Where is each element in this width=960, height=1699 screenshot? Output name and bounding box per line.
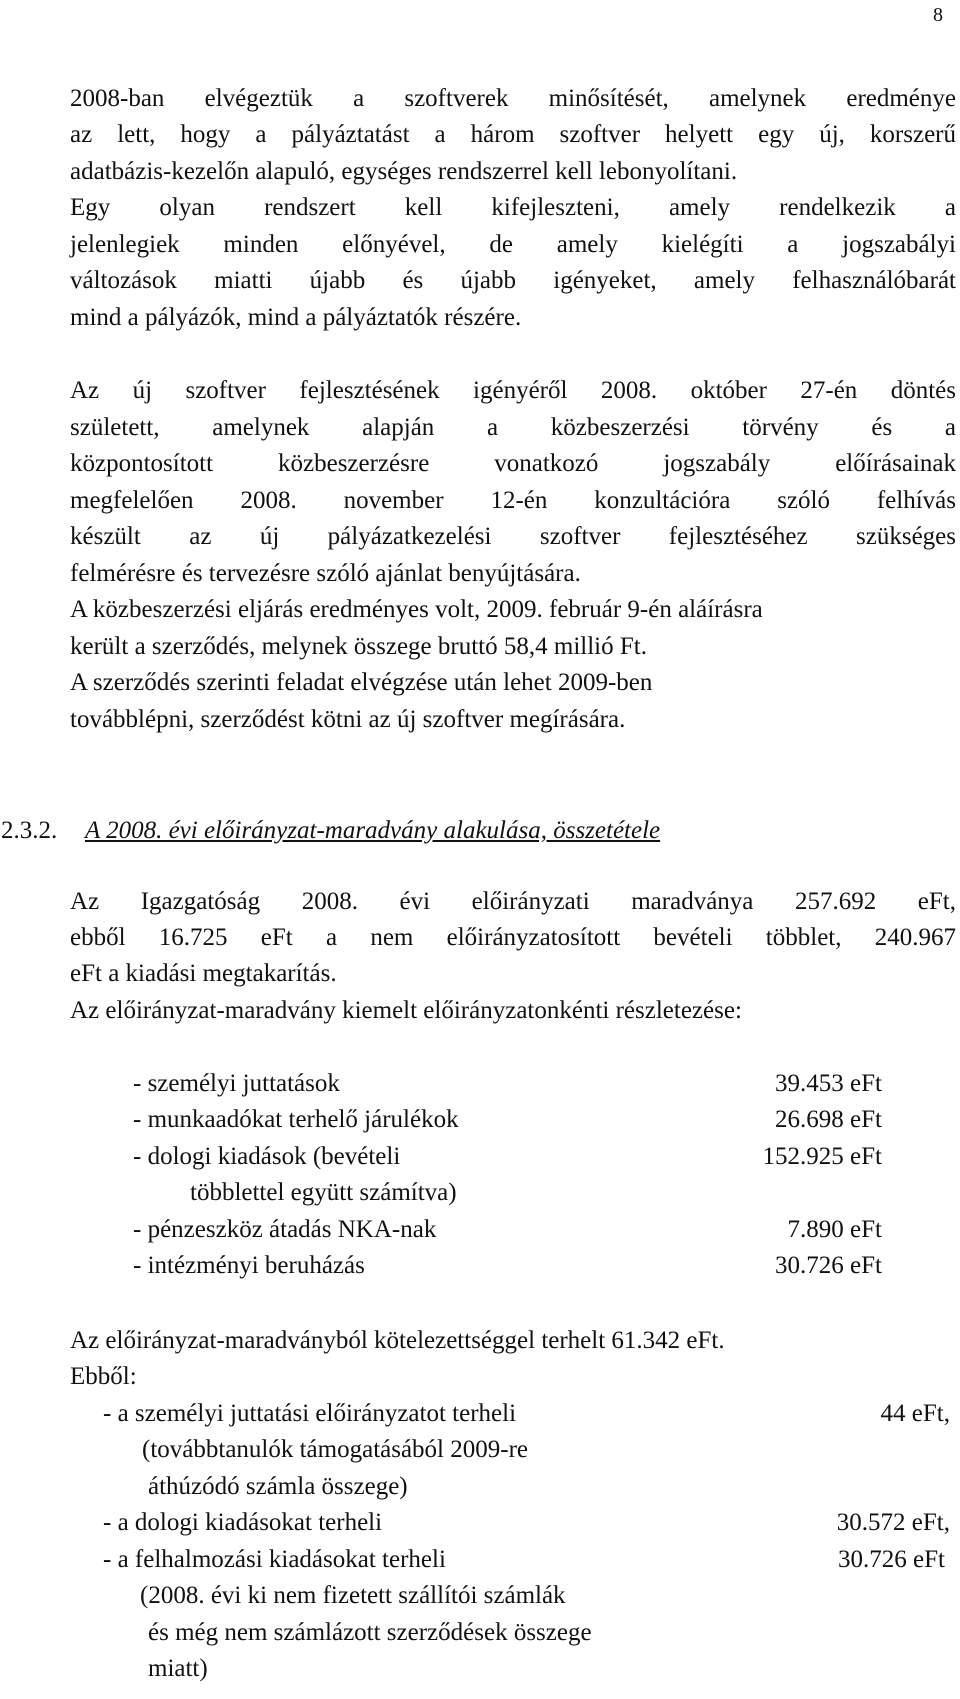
- breakdown-amount: 26.698 eFt: [775, 1106, 882, 1133]
- breakdown-label: - személyi juttatások: [133, 1070, 340, 1097]
- paragraph-line: mind a pályázók, mind a pályáztatók részére.: [70, 304, 522, 331]
- page-number: 8: [933, 4, 943, 26]
- obligation-label: - a felhalmozási kiadásokat terheli: [103, 1546, 446, 1573]
- obligation-label: áthúzódó számla összege): [148, 1473, 408, 1500]
- paragraph-line: ebből 16.725 eFt a nem előirányzatosított bevételi többlet, 240.967: [70, 924, 956, 951]
- section-heading: [1, 817, 660, 845]
- obligation-amount: 30.572 eFt,: [836, 1509, 950, 1536]
- breakdown-label: - dologi kiadások (bevételi: [133, 1143, 401, 1170]
- obligation-label: és még nem számlázott szerződések összege: [148, 1619, 592, 1646]
- breakdown-amount: 152.925 eFt: [762, 1143, 882, 1170]
- paragraph-line: Az új szoftver fejlesztésének igényéről 2008. október 27-én döntés: [70, 377, 956, 404]
- obligation-label: (2008. évi ki nem fizetett szállítói számlák: [140, 1582, 566, 1609]
- paragraph-line: Az előirányzat-maradvány kiemelt előirányzatonkénti részletezése:: [70, 997, 742, 1024]
- paragraph-line: megfelelően 2008. november 12-én konzultációra szóló felhívás: [70, 487, 956, 514]
- paragraph-line: jelenlegiek minden előnyével, de amely kielégíti a jogszabályi: [70, 231, 956, 258]
- paragraph-line: Az előirányzat-maradványból kötelezettséggel terhelt 61.342 eFt.: [70, 1327, 725, 1354]
- paragraph-line: A szerződés szerinti feladat elvégzése után lehet 2009-ben: [70, 669, 653, 696]
- paragraph-line: került a szerződés, melynek összege bruttó 58,4 millió Ft.: [70, 633, 647, 660]
- breakdown-label: többlettel együtt számítva): [190, 1179, 457, 1206]
- paragraph-line: adatbázis-kezelőn alapuló, egységes rendszerrel kell lebonyolítani.: [70, 158, 738, 185]
- breakdown-amount: 30.726 eFt: [775, 1252, 882, 1279]
- obligation-label: miatt): [148, 1655, 208, 1682]
- paragraph-line: 2008-ban elvégeztük a szoftverek minősítését, amelynek eredménye: [70, 85, 956, 112]
- paragraph-line: továbblépni, szerződést kötni az új szoftver megírására.: [70, 706, 626, 733]
- paragraph-line: felmérésre és tervezésre szóló ajánlat benyújtására.: [70, 560, 581, 587]
- obligation-amount: 30.726 eFt: [838, 1546, 945, 1573]
- section-title: A 2008. évi előirányzat-maradvány alakulása, összetétele: [85, 817, 661, 844]
- paragraph-line: központosított közbeszerzésre vonatkozó jogszabály előírásainak: [70, 450, 956, 477]
- breakdown-label: - intézményi beruházás: [133, 1252, 365, 1279]
- paragraph-line: változások miatti újabb és újabb igényeket, amely felhasználóbarát: [70, 267, 956, 294]
- breakdown-amount: 7.890 eFt: [787, 1216, 882, 1243]
- obligation-amount: 44 eFt,: [880, 1400, 950, 1427]
- breakdown-label: - pénzeszköz átadás NKA-nak: [133, 1216, 437, 1243]
- paragraph-line: készült az új pályázatkezelési szoftver fejlesztéséhez szükséges: [70, 523, 956, 550]
- obligation-label: - a dologi kiadásokat terheli: [103, 1509, 383, 1536]
- paragraph-line: Egy olyan rendszert kell kifejleszteni, amely rendelkezik a: [70, 194, 956, 221]
- paragraph-line: az lett, hogy a pályáztatást a három szoftver helyett egy új, korszerű: [70, 121, 956, 148]
- breakdown-label: - munkaadókat terhelő járulékok: [133, 1106, 459, 1133]
- paragraph-line: Ebből:: [70, 1363, 137, 1390]
- obligation-label: (továbbtanulók támogatásából 2009-re: [142, 1436, 528, 1463]
- section-number: 2.3.2.: [1, 817, 58, 844]
- breakdown-amount: 39.453 eFt: [775, 1070, 882, 1097]
- paragraph-line: A közbeszerzési eljárás eredményes volt, 2009. február 9-én aláírásra: [70, 596, 763, 623]
- obligation-label: - a személyi juttatási előirányzatot terheli: [103, 1400, 517, 1427]
- paragraph-line: Az Igazgatóság 2008. évi előirányzati maradványa 257.692 eFt,: [70, 888, 956, 915]
- paragraph-line: eFt a kiadási megtakarítás.: [70, 960, 337, 987]
- paragraph-line: született, amelynek alapján a közbeszerzési törvény és a: [70, 414, 956, 441]
